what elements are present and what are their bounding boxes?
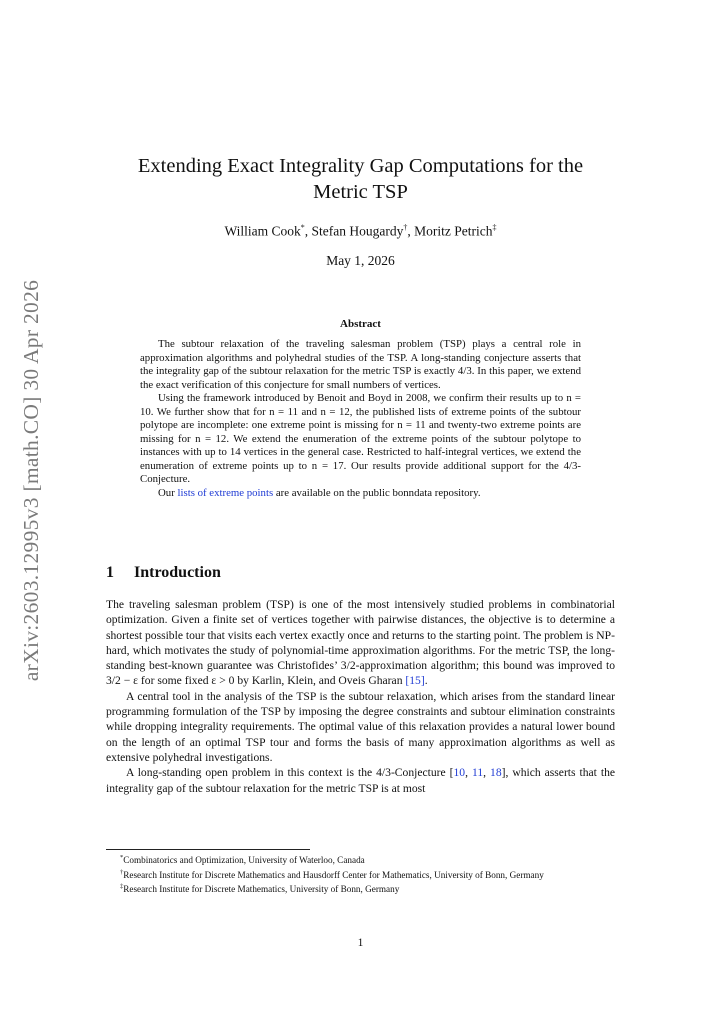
body-text: ], which asserts that the integrality gap of the subtour relaxation for the metric TSP is at most: [106, 766, 616, 795]
body-paragraph: [106, 597, 615, 689]
citation-link[interactable]: 11: [471, 766, 484, 780]
abstract-paragraph: Using the framework introduced by Benoit and Boyd in 2008, we confirm their results up to n = 10. We further show that for n = 11 and n = 12, the published lists of extreme points of the subtour polytope are incomplete: one extreme point is missing for n = 11 and twenty-two extreme points are missing for n = 12. We extend the enumeration of the extreme points of the subtour polytope to instances with up to 14 vertices in the general case. Restricted to half-integral vertices, we extend the enumeration of extreme points up to n = 17. Our results provide additional support for the 4/3-Conjecture.: [140, 392, 581, 485]
abstract-text: are available on the public bonndata repository.: [273, 486, 481, 499]
footnote-text: Combinatorics and Optimization, University of Waterloo, Canada: [123, 855, 365, 866]
footnote-mark: †: [120, 868, 124, 876]
body-text: .: [424, 674, 428, 688]
body-text: The traveling salesman problem (TSP) is one of the most intensively studied problems in combinatorial optimization. Given a finite set of vertices together with pairwise distances, the objective is to determine a shortest possible tour that visits each vertex exactly once and returns to the starting point. The problem is NP-hard, which motivates the study of polynomial-time approximation algorithms. For the metric TSP, the long-standing best-known guarantee was Christofides’ 3/2-approximation algorithm; this bound was improved to 3/2 − ε for some fixed ε > 0 by Karlin, Klein, and Oveis Gharan: [106, 598, 615, 688]
author-name: William Cook: [224, 223, 301, 239]
author-mark[interactable]: ‡: [492, 223, 497, 232]
paper-title: [90, 153, 631, 205]
abstract-paragraph: [140, 487, 581, 501]
page-number: 1: [357, 937, 364, 949]
footnote: [106, 852, 615, 867]
footnote: [106, 881, 615, 896]
section-heading: [106, 564, 221, 582]
author-name: Stefan Hougardy: [311, 223, 404, 239]
footnote: [106, 867, 615, 882]
title-line-2: Metric TSP: [313, 181, 408, 203]
author-list: William Cook*, Stefan Hougardy†, Moritz Petrich‡: [224, 223, 497, 239]
extreme-points-link[interactable]: lists of extreme points: [177, 486, 274, 499]
body-paragraph: A central tool in the analysis of the TSP is the subtour relaxation, which arises from the standard linear programming formulation of the TSP by imposing the degree constraints and subtour elimination constraints while dropping integrality requirements. The optimal value of this relaxation provides a natural lower bound on the length of an optimal TSP tour and forms the basis of many approximation algorithms as well as extensive polyhedral investigations.: [106, 689, 615, 764]
footnote-text: Research Institute for Discrete Mathematics and Hausdorff Center for Mathematics, University of Bonn, Germany: [123, 869, 544, 880]
abstract: [140, 338, 581, 500]
section-number: 1: [106, 564, 114, 581]
abstract-text: Our: [158, 486, 178, 499]
abstract-heading: Abstract: [340, 318, 381, 330]
abstract-paragraph: The subtour relaxation of the traveling salesman problem (TSP) plays a central role in approximation algorithms and polyhedral studies of the TSP. A long-standing conjecture asserts that the integrality gap of the subtour relaxation for the metric TSP is exactly 4/3. In this paper, we extend the exact verification of this conjecture for small numbers of vertices.: [140, 338, 581, 391]
body-text: A long-standing open problem in this context is the 4/3-Conjecture [: [126, 766, 454, 780]
arxiv-identifier: arXiv:2603.12995v3 [math.CO] 30 Apr 2026: [19, 279, 44, 681]
footnote-rule: [106, 849, 310, 850]
section-title: Introduction: [134, 564, 221, 581]
citation-link[interactable]: [15]: [405, 674, 425, 688]
title-line-1: Extending Exact Integrality Gap Computations for the: [137, 155, 584, 177]
introduction-body: [106, 597, 615, 796]
arxiv-sidebar: [14, 280, 50, 680]
author-mark[interactable]: *: [300, 223, 305, 232]
footnote-mark: *: [120, 854, 124, 861]
citation-link[interactable]: 10: [453, 766, 466, 780]
footnotes: [106, 852, 615, 896]
publication-date: May 1, 2026: [326, 253, 395, 268]
author-name: Moritz Petrich: [414, 223, 493, 239]
body-paragraph: A long-standing open problem in this context is the 4/3-Conjecture [10, 11, 18], which asserts that the integrality gap of the subtour relaxation for the metric TSP is at most: [106, 766, 616, 795]
footnote-text: Research Institute for Discrete Mathematics, University of Bonn, Germany: [123, 884, 400, 895]
citation-link[interactable]: 18: [490, 766, 502, 780]
author-mark[interactable]: †: [403, 223, 408, 232]
footnote-mark: ‡: [120, 883, 124, 891]
